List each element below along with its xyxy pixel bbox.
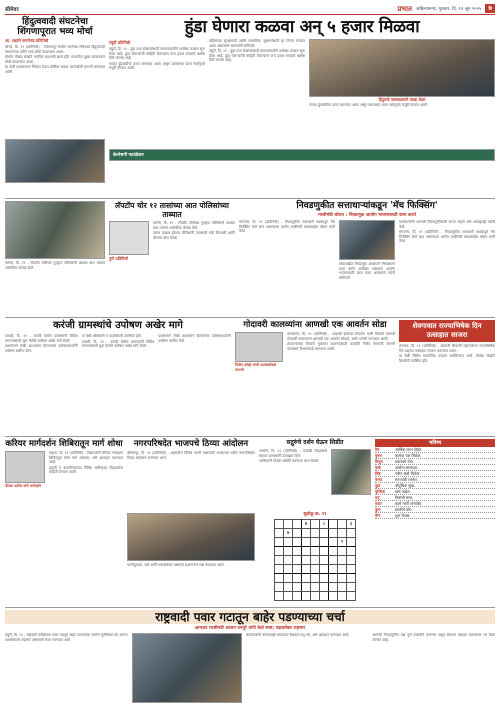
horoscope-sidebar <box>375 439 495 604</box>
sudoku-title: सुडोकू क्र. ११ <box>303 512 327 517</box>
sudoku-cell <box>302 583 311 592</box>
sudoku-cell <box>347 529 356 538</box>
dateline: अहिल्यानगर, गुरुवार, दि. १२ जून २०२५ <box>416 6 482 12</box>
horoscope-sign: मीन <box>375 513 381 518</box>
sudoku-cell <box>293 583 302 592</box>
sudoku-cell <box>347 547 356 556</box>
sudoku-cell <box>347 565 356 574</box>
story-2: लॅपटॉप चोर १२ तासांच्या आत पोलिसांच्या ताब्यात पुणे प्रतिनिधी पारनेर, दि. ११ - लॅपटॉप चोरीच्या गुन्ह्यात पोलिसांनी अवघ्या बारा तासांत आरोपीला जेरबंद केले. तक्रार दाखल होताच पोलिसांनी तपासाची चक्रे फिरवली आणि चोराचा शोध घेतला. <box>109 201 235 261</box>
sudoku-cell <box>302 574 311 583</box>
horoscope-text: आरोग्य सांभाळा. <box>395 465 419 470</box>
sudoku-cell <box>329 592 338 601</box>
sudoku-cell <box>338 520 347 529</box>
sudoku-cell <box>320 592 329 601</box>
sudoku-cell <box>284 520 293 529</box>
horoscope-sign: मकर <box>375 501 382 506</box>
story-9: सद्गुरुंचे दर्शन घेऊन शिर्डीत अकोले, दि. ११ (प्रतिनिधी) - पालखी सोहळ्याचे स्वागत ग्रामस्थांनी उत्साहात केले. भाविकांनी मोठ्या संख्येने दर्शनाचा लाभ घेतला. सुडोकू क्र. ११ ७ ८ ३ ७ १ <box>259 439 371 604</box>
sudoku-cell <box>284 556 293 565</box>
sudoku-cell <box>302 565 311 574</box>
horoscope-text: आर्थिक लाभ होईल. <box>395 447 423 452</box>
horoscope-sign: कर्क <box>375 465 381 470</box>
sudoku-cell <box>329 574 338 583</box>
photo-column: पारनेर, दि. ११ - लॅपटॉप चोरीच्या गुन्ह्यात पोलिसांनी अवघ्या बारा तासांत आरोपीला जेरबंद केले. <box>5 201 105 314</box>
story-1-photo <box>5 139 105 183</box>
horoscope-text: मित्रांची साथ. <box>395 495 414 500</box>
sudoku-cell <box>275 574 284 583</box>
horoscope-text: खर्च वाढेल. <box>395 489 411 494</box>
main-story: हुंडा घेणारा कळवा अन् ५ हजार मिळवा राहुरी प्रतिनिधी राहुरी, दि. ११ - हुंडा प्रथा रोखण्यासाठी ग्रामपंचायतीने अनोखा उपक्रम सुरू केला आहे. हुंडा घेणाऱ्यांची माहिती देणाऱ्यास पाच हजार रुपयांचे बक्षीस दिले जाणार आहे. गावात हुंडाबंदीचा ठराव करण्यात आला असून ग्रामसभेत याला सर्वानुमते मंजुरी देण्यात आली. महिलांच्या सुरक्षेसाठी आणि सामाजिक सुधारणेसाठी हा निर्णय घेण्यात आला असल्याचे सरपंचांनी सांगितले. राहुरी, दि. ११ - हुंडा प्रथा रोखण्यासाठी ग्रामपंचायतीने अनोखा उपक्रम सुरू केला आहे. हुंडा घेणाऱ्यांची माहिती देणाऱ्यास पाच हजार रुपयांचे बक्षीस दिले जाणार आहे. हिंदुराजे पावसाळ्याने उघडा केला गावात हुंडाबंदीचा ठराव करण्यात आला असून ग्रामसभेत याला सर्वानुमते मंजुरी देण्यात आली. वेल्नेसगी फाउंडेशन <box>109 17 495 195</box>
sudoku-cell <box>329 547 338 556</box>
sudoku-cell: ७ <box>284 529 293 538</box>
sudoku-row <box>275 538 356 547</box>
sudoku-cell <box>338 556 347 565</box>
sudoku-cell <box>302 592 311 601</box>
paper-logo: प्रभात <box>397 3 413 13</box>
sudoku-cell <box>329 583 338 592</box>
horoscope-text: प्रगतीचे योग. <box>395 507 413 512</box>
sudoku-cell <box>311 592 320 601</box>
sudoku-row <box>275 520 356 529</box>
sudoku-cell <box>284 565 293 574</box>
sudoku-cell <box>338 547 347 556</box>
story-7-headline: करियर मार्गदर्शन शिबिरातून मार्ग शोधा <box>5 439 123 449</box>
sudoku-cell <box>329 520 338 529</box>
story-1-byline: आ. शहाणे जनतेच्या प्रतिनिधी <box>5 38 49 43</box>
sudoku-cell <box>302 547 311 556</box>
story-5-headline: गोदावरी कालव्यांना आणखी एक आवर्तन सोडा <box>243 320 387 330</box>
sudoku-cell <box>293 529 302 538</box>
page-number: ७ <box>485 4 495 13</box>
bottom-subhead: आमदार माजीमंत्री आजन तनपुरे यांनी केले स्पष्ट; पक्षासोबत राहणार <box>194 626 306 631</box>
sudoku-cell <box>329 529 338 538</box>
sudoku-cell <box>275 547 284 556</box>
bottom-photo <box>132 633 242 703</box>
sudoku-cell <box>347 592 356 601</box>
sudoku-cell <box>275 520 284 529</box>
story-7-photo <box>5 451 45 483</box>
horoscope-item <box>375 513 495 519</box>
sudoku-cell <box>311 547 320 556</box>
sudoku-cell <box>338 574 347 583</box>
main-headline: हुंडा घेणारा कळवा अन् ५ हजार मिळवा <box>184 17 420 37</box>
sudoku-cell <box>329 538 338 547</box>
story-2-headline: लॅपटॉप चोर १२ तासांच्या आत पोलिसांच्या ताब्यात <box>115 201 229 219</box>
sudoku-cell <box>293 574 302 583</box>
sudoku-cell <box>311 583 320 592</box>
horoscope-sign: तूळ <box>375 483 381 488</box>
sudoku-cell <box>320 574 329 583</box>
horoscope-sign: मेष <box>375 447 380 452</box>
bottom-headline: राष्ट्रवादी पवार गटातून बाहेर पडण्याच्या चर्चा <box>5 610 495 624</box>
sudoku-cell <box>320 565 329 574</box>
horoscope-sign: धनु <box>375 495 380 500</box>
sudoku-cell <box>293 565 302 574</box>
story-8-headline: नगरपरिषदेत भाजपचे ठिय्या आंदोलन <box>133 439 249 449</box>
story-6: शेवगावात राज्याभिषेक दिन उत्साहात साजरा शेवगाव, दि. ११ (प्रतिनिधी) - छत्रपती शिवाजी महाराजांचा राज्याभिषेक दिन शहरात उत्साहात साजरा करण्यात आला. या वेळी विविध सामाजिक उपक्रम राबविण्यात आले. मोठ्या संख्येने शिवप्रेमी उपस्थित होते. <box>399 322 495 363</box>
sudoku-cell <box>320 538 329 547</box>
masthead <box>5 3 495 15</box>
sudoku-cell <box>320 583 329 592</box>
sudoku-cell <box>311 574 320 583</box>
story-4-headline: करंजी ग्रामस्थांचे उपोषण अखेर मागे <box>53 320 183 331</box>
story-3-photo <box>339 220 395 260</box>
story-9-headline: सद्गुरुंचे दर्शन घेऊन शिर्डीत <box>286 439 344 446</box>
sudoku-row <box>275 574 356 583</box>
sudoku-cell <box>311 520 320 529</box>
sudoku-cell <box>338 583 347 592</box>
sudoku-cell <box>347 556 356 565</box>
story-3-subhead: माजीमंत्री थोरात : निवडणूक आयोग भाजपासाठी काम करते <box>318 213 416 218</box>
horoscope-text: नवीन संधी मिळेल. <box>395 471 421 476</box>
horoscope-text: शुभ दिवस. <box>395 513 411 518</box>
sudoku-cell <box>284 583 293 592</box>
sudoku-row <box>275 556 356 565</box>
sudoku-cell: ७ <box>302 520 311 529</box>
horoscope-text: प्रवासाचे योग. <box>395 459 414 464</box>
section-label: सीमेवर <box>5 6 19 13</box>
sudoku-cell <box>320 556 329 565</box>
story-7: करियर मार्गदर्शन शिबिरातून मार्ग शोधा दीपक पाटील यांचे मार्गदर्शन राहाता, दि. ११ (प्रतिनिधी) - विद्यार्थ्यांनी करियर मार्गदर्शन शिबिरातून योग्य मार्ग शोधावा, असे आवाहन करण्यात आले. दहावी व बारावीनंतरच्या विविध संधींबाबत विद्यार्थ्यांना माहिती देण्यात आली. <box>5 439 123 488</box>
sudoku-cell: ३ <box>347 520 356 529</box>
horoscope-sign: वृषभ <box>375 453 382 458</box>
story-3: निवडणुकीत सत्ताधाऱ्यांकडून 'मॅच फिक्सिंग' माजीमंत्री थोरात : निवडणूक आयोग भाजपासाठी काम करते संगमनेर, दि. ११ (प्रतिनिधी) - निवडणुकीत सत्ताधारी पक्षांकडून मॅच फिक्सिंग केले जात असल्याचा आरोप माजीमंत्री बाळासाहेब थोरात यांनी केला. लोकशाहीत निवडणूक आयोगाने निष्पक्षपणे काम करणे अपेक्षित असताना आयोग भाजपासाठी काम करत असल्याचे त्यांनी सांगितले. कार्यकर्त्यांनी आगामी निवडणुकीसाठी सज्ज राहावे असे आवाहनही त्यांनी केले. संगमनेर, दि. ११ (प्रतिनिधी) - निवडणुकीत सत्ताधारी पक्षांकडून मॅच फिक्सिंग केले जात असल्याचा आरोप माजीमंत्री बाळासाहेब थोरात यांनी केला. <box>239 201 495 280</box>
sudoku-cell <box>275 556 284 565</box>
main-photo <box>309 39 495 97</box>
bottom-story: राष्ट्रवादी पवार गटातून बाहेर पडण्याच्या चर्चा आमदार माजीमंत्री आजन तनपुरे यांनी केले स्पष्ट; पक्षासोबत राहणार राहुरी, दि. ११ - राष्ट्रवादी काँग्रेसच्या पवार गटातून बाहेर पडण्याच्या चर्चांना पूर्णविराम देत आपण पक्षासोबतच राहणार असल्याचे स्पष्ट करण्यात आले. कार्यकर्त्यांनी कोणत्याही अफवांवर विश्वास ठेवू नये, असे आवाहन करण्यात आले. आगामी निवडणुकीत पक्ष पूर्ण ताकदीने उतरणार असून संघटना बळकट करण्यावर भर दिला जाणार आहे. <box>5 607 495 707</box>
side-photo <box>5 201 105 259</box>
sudoku-cell <box>284 574 293 583</box>
sudoku-cell <box>275 529 284 538</box>
sudoku-cell <box>293 547 302 556</box>
story-8-photo <box>127 513 255 561</box>
sudoku-cell <box>338 529 347 538</box>
sudoku-cell <box>338 565 347 574</box>
story-8: नगरपरिषदेत भाजपचे ठिय्या आंदोलन श्रीरामपूर, दि. ११ (प्रतिनिधी) - शहरातील विविध नागरी प्रश्नांसाठी भाजपच्या वतीने नगरपरिषदेत ठिय्या आंदोलन करण्यात आले. पाणीपुरवठा, रस्ते आणि स्वच्छतेच्या प्रश्नांकडे प्रशासनाचे लक्ष वेधण्यात आले. <box>127 439 255 567</box>
sudoku-cell <box>284 538 293 547</box>
sudoku-cell: ८ <box>320 520 329 529</box>
sudoku-cell <box>275 583 284 592</box>
horoscope-sign: मिथुन <box>375 459 383 464</box>
sudoku-cell <box>284 547 293 556</box>
story-5-photo <box>235 332 283 362</box>
horoscope-text: मनःशांती लाभेल. <box>395 477 419 482</box>
sudoku-cell <box>302 529 311 538</box>
horoscope-sign: कुंभ <box>375 507 381 512</box>
sudoku-cell <box>347 583 356 592</box>
story-1-headline: हिंदुत्ववादी संघटनेचा शिंगणापूरात भव्य मोर्चा <box>17 17 93 37</box>
story-1: हिंदुत्ववादी संघटनेचा शिंगणापूरात भव्य मोर्चा आ. शहाणे जनतेच्या प्रतिनिधी सोनई, दि. ११ (प्रतिनिधी) - शिंगणापूर येथील घटनेच्या निषेधार्थ हिंदुत्ववादी संघटनांच्या वतीने भव्य मोर्चा काढण्यात आला. मोर्चात मोठ्या संख्येने नागरिक सहभागी झाले होते. गावातील मुख्य रस्त्यावरून मोर्चा काढण्यात आला. या वेळी प्रशासनाला निवेदन देऊन दोषींवर कडक कारवाईची मागणी करण्यात आली. <box>5 17 105 195</box>
sudoku-grid <box>274 519 356 601</box>
sudoku-cell <box>284 592 293 601</box>
sudoku-cell <box>320 529 329 538</box>
horoscope-text: कामात यश मिळेल. <box>395 453 422 458</box>
sudoku-cell <box>329 556 338 565</box>
story-3-headline: निवडणुकीत सत्ताधाऱ्यांकडून 'मॅच फिक्सिंग' <box>296 201 438 211</box>
horoscope-text: कौटुंबिक सुख. <box>395 483 415 488</box>
sudoku-row <box>275 583 356 592</box>
horoscope-sign: वृश्चिक <box>375 489 386 494</box>
sudoku-cell <box>275 592 284 601</box>
sudoku-cell <box>320 547 329 556</box>
sudoku-cell <box>302 556 311 565</box>
sudoku-row <box>275 565 356 574</box>
sudoku-cell <box>275 565 284 574</box>
horoscope-sign: सिंह <box>375 471 381 476</box>
reporter-photo <box>109 221 149 255</box>
sudoku-row <box>275 529 356 538</box>
sudoku-cell <box>347 574 356 583</box>
sudoku-cell <box>275 538 284 547</box>
sudoku-cell <box>311 556 320 565</box>
story-9-photo <box>331 449 371 495</box>
horoscope-title: भविष्य <box>375 439 495 447</box>
sudoku-cell <box>311 529 320 538</box>
sudoku-row <box>275 592 356 601</box>
sudoku-cell <box>293 592 302 601</box>
story-5: गोदावरी कालव्यांना आणखी एक आवर्तन सोडा नितीन कोल्हे यांची पाटबंधारेकडे मागणी कोपरगाव, दि. ११ (प्रतिनिधी) - उन्हाळी हंगामात पिकांना पाणी मिळावे यासाठी गोदावरी कालव्यांना आणखी एक आवर्तन सोडावे, अशी मागणी करण्यात आली. शेतकऱ्यांच्या पिकांचे नुकसान टाळण्यासाठी तातडीने निर्णय घेण्याची मागणी पाटबंधारे विभागाकडे करण्यात आली. <box>235 320 395 372</box>
horoscope-sign: कन्या <box>375 477 383 482</box>
story-6-headline: शेवगावात राज्याभिषेक दिन उत्साहात साजरा <box>399 320 495 342</box>
sudoku-cell <box>347 538 356 547</box>
sudoku-cell <box>293 520 302 529</box>
sudoku-cell <box>302 538 311 547</box>
story-4: करंजी ग्रामस्थांचे उपोषण अखेर मागे पाथर्डी, दि. ११ - करंजी येथील ग्रामस्थांनी विविध मागण्यांसाठी सुरू केलेले उपोषण अखेर मागे घेतले. प्रशासनाने लेखी आश्वासन दिल्यानंतर उपोषणकर्त्यांनी उपोषण स्थगित केले. या वेळी अधिकारी व पदाधिकारी उपस्थित होते. पाथर्डी, दि. ११ - करंजी येथील ग्रामस्थांनी विविध मागण्यांसाठी सुरू केलेले उपोषण अखेर मागे घेतले. प्रशासनाने लेखी आश्वासन दिल्यानंतर उपोषणकर्त्यांनी उपोषण स्थगित केले. <box>5 320 232 353</box>
sudoku-cell <box>293 556 302 565</box>
sudoku-cell <box>329 565 338 574</box>
strip-banner: वेल्नेसगी फाउंडेशन <box>109 149 495 161</box>
sudoku-cell <box>311 538 320 547</box>
sudoku-cell <box>293 538 302 547</box>
sudoku-cell <box>311 565 320 574</box>
sudoku-row <box>275 547 356 556</box>
sudoku-cell <box>338 592 347 601</box>
horoscope-text: कामे मार्गी लागतील. <box>395 501 423 506</box>
sudoku-cell: १ <box>338 538 347 547</box>
